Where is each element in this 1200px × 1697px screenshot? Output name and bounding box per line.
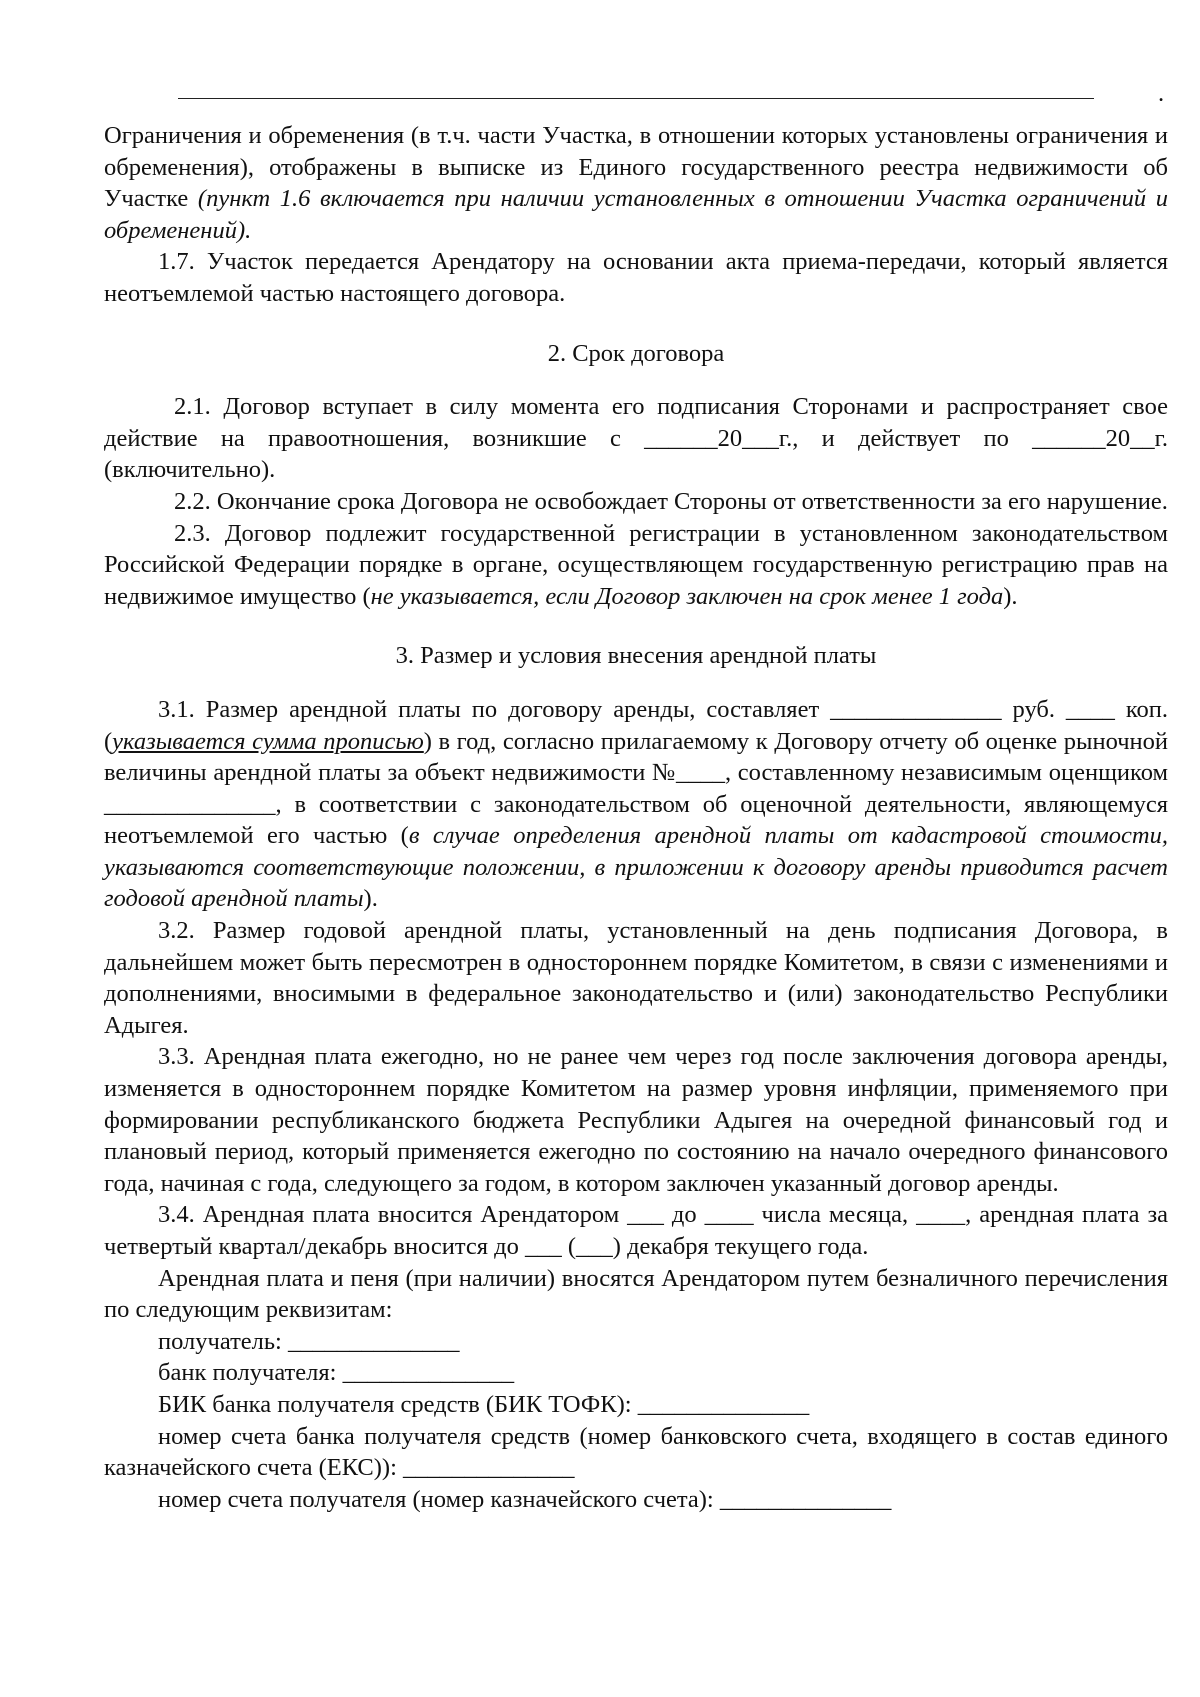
- paragraph-2-2: 2.2. Окончание срока Договора не освобождает Стороны от ответственности за его нарушение.: [174, 487, 1168, 515]
- paragraph-3-1: 3.1. Размер арендной платы по договору аренды, составляет ______________ руб. ____ коп. (указывается сумма прописью) в год, согласно прилагаемому к Договору отчету об оценке рыночной величины арендной платы за объект недвижимости №____, составленному независимым оценщиком ______________, в соответствии с законодательством об оценочной деятельности, являющемуся неотъемлемой его частью (в случае определения арендной платы от кадастровой стоимости, указываются соответствующие положении, в приложении к договору аренды приводится расчет годовой арендной платы).: [104, 695, 1169, 913]
- italic-note: (пункт 1.6 включается при наличии установленных в отношении Участка ограничений и обременений).: [104, 185, 1168, 244]
- requisite-bank: банк получателя: ______________: [158, 1359, 515, 1387]
- paragraph-3-4: 3.4. Арендная плата вносится Арендатором ___ до ____ числа месяца, ____, арендная плата за четвертый квартал/декабрь вносится до ___ (___) декабря текущего года.: [104, 1201, 1168, 1260]
- paragraph-2-1: 2.1. Договор вступает в силу момента его подписания Сторонами и распространяет свое действие на правоотношения, возникшие с ______20___г., и действует по ______20__г. (включительно).: [104, 393, 1168, 484]
- paragraph-3-2: 3.2. Размер годовой арендной платы, установленный на день подписания Договора, в дальнейшем может быть пересмотрен в одностороннем порядке Комитетом, в связи с изменениями и дополнениями, вносимыми в федеральное законодательство и (или) законодательство Республики Адыгея.: [104, 917, 1168, 1039]
- paragraph-1-6: Ограничения и обременения (в т.ч. части Участка, в отношении которых установлены ограничения и обременения), отображены в выписке из Единого государственного реестра недвижимости об Участке (пункт 1.6 включается при наличии установленных в отношении Участка ограничений и обременений).: [104, 122, 1168, 244]
- paragraph-2-3: 2.3. Договор подлежит государственной регистрации в установленном законодательством Российской Федерации порядке в органе, осуществляющем государственную регистрацию прав на недвижимое имущество (не указывается, если Договор заключен на срок менее 1 года).: [104, 519, 1168, 610]
- paragraph-3-3: 3.3. Арендная плата ежегодно, но не ранее чем через год после заключения договора аренды, изменяется в одностороннем порядке Комитетом на размер уровня инфляции, применяемого при формировании республиканского бюджета Республики Адыгея на очередной финансовый год и плановый период, который применяется ежегодно по состоянию на начало очередного финансового года, начиная с года, следующего за годом, в котором заключен указанный договор аренды.: [104, 1043, 1168, 1197]
- requisite-recipient: получатель: ______________: [158, 1327, 460, 1355]
- document-page: [104, 0, 1168, 1515]
- top-rule-line: [104, 80, 1168, 120]
- requisite-recipient-account: номер счета получателя (номер казначейского счета): ______________: [158, 1485, 892, 1513]
- trailing-dot: .: [1158, 80, 1165, 107]
- paragraph-payment: Арендная плата и пеня (при наличии) вносятся Арендатором путем безналичного перечисления по следующим реквизитам:: [104, 1264, 1168, 1324]
- paragraph-1-7: 1.7. Участок передается Арендатору на основании акта приема-передачи, который является неотъемлемой частью настоящего договора.: [104, 248, 1168, 307]
- underlined-note: указывается сумма прописью: [112, 727, 424, 755]
- italic-note: в случае определения арендной платы от кадастровой стоимости, указываются соответствующие положении, в приложении к договору аренды приводится расчет годовой арендной платы: [104, 822, 1169, 913]
- section-3-heading: 3. Размер и условия внесения арендной платы: [395, 642, 877, 670]
- italic-note: не указывается, если Договор заключен на срок менее 1 года: [370, 582, 1004, 610]
- section-2-heading: 2. Срок договора: [547, 339, 725, 367]
- requisite-bank-account: номер счета банка получателя средств (номер банковского счета, входящего в состав единого казначейского счета (ЕКС)): ______________: [104, 1422, 1168, 1482]
- requisite-bik: БИК банка получателя средств (БИК ТОФК): ______________: [158, 1390, 810, 1418]
- blank-line: [178, 98, 1094, 99]
